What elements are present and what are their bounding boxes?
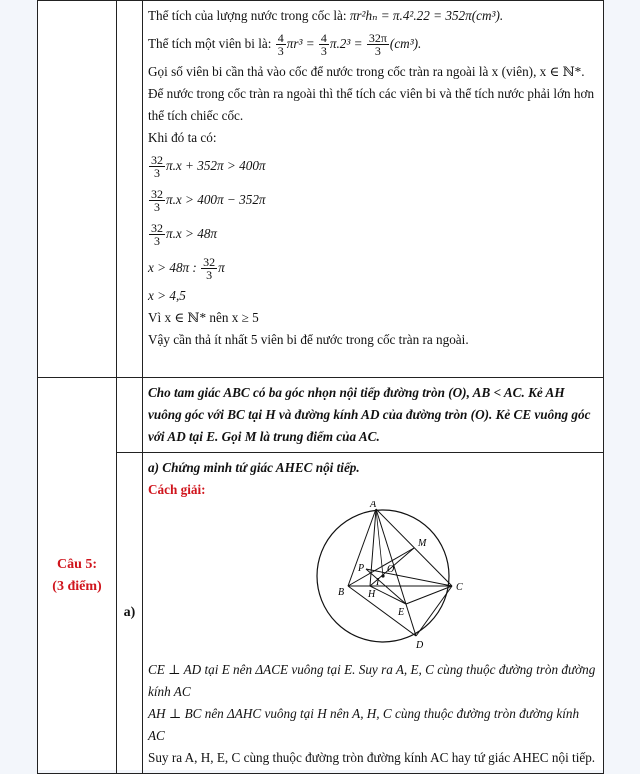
label-h: H bbox=[368, 589, 376, 600]
row-question-statement bbox=[38, 378, 604, 453]
cell-part-empty-2 bbox=[117, 378, 143, 453]
document-page bbox=[37, 0, 603, 770]
volume-water-text: Thể tích của lượng nước trong cốc là: bbox=[148, 8, 350, 23]
cell-question-statement bbox=[143, 378, 604, 453]
label-o: O bbox=[387, 564, 395, 575]
volume-water-formula: πr²hₙ = π.4².22 = 352π(cm³). bbox=[349, 8, 504, 23]
question-points: (3 điểm) bbox=[52, 578, 102, 594]
inequality-3: $\frac{32}{3}$ π.x > 48π bbox=[151, 220, 218, 249]
label-d: D bbox=[416, 640, 424, 651]
inequality-2: $\frac{32}{3}$ π.x > 400π − 352π bbox=[151, 186, 266, 215]
label-m: M bbox=[418, 538, 427, 549]
label-i: I bbox=[376, 577, 380, 588]
label-b: B bbox=[338, 587, 345, 598]
cell-part-a-solution bbox=[143, 453, 604, 774]
volume-ball-text: Thể tích một viên bi là: bbox=[148, 36, 275, 51]
since-text: Vì x ∈ ℕ* nên x ≥ 5 bbox=[148, 310, 259, 325]
inequality-1: $\frac{32}{3}$ π.x + 352π > 400π bbox=[151, 152, 266, 181]
fraction-4-3-b: $\frac{4}{3}$ bbox=[320, 30, 327, 59]
then-text: Khi đó ta có: bbox=[148, 130, 217, 145]
condition-text: Để nước trong cốc tràn ra ngoài thì thể tích các viên bi và thể tích nước phải lớn hơn thể tích chiếc cốc. bbox=[148, 86, 595, 123]
label-e: E bbox=[398, 607, 405, 618]
figure-area bbox=[148, 501, 597, 659]
cell-solution-previous bbox=[143, 1, 604, 378]
row-part-a bbox=[38, 453, 604, 774]
proof-line-3: Suy ra A, H, E, C cùng thuộc đường tròn đường kính AC hay tứ giác AHEC nội tiếp. bbox=[148, 750, 596, 765]
row-previous-question bbox=[38, 1, 604, 378]
fraction-32pi-3: $\frac{32\pi}{3}$ bbox=[368, 30, 387, 59]
cell-question-label bbox=[38, 378, 117, 774]
proof-line-2: AH ⊥ BC nên ΔAHC vuông tại H nên A, H, C cùng thuộc đường tròn đường kính AC bbox=[148, 706, 580, 743]
let-variable-text: Gọi số viên bi cần thả vào cốc để nước trong cốc tràn ra ngoài là x (viên), x ∈ ℕ*. bbox=[148, 64, 585, 79]
label-a: A bbox=[370, 501, 377, 510]
label-c: C bbox=[456, 582, 463, 593]
inequality-5: x > 4,5 bbox=[148, 288, 186, 303]
question-statement: Cho tam giác ABC có ba góc nhọn nội tiếp đường tròn (O), AB < AC. Kẻ AH vuông góc với BC tại H và đường kính AD của đường tròn (O). Kẻ CE vuông góc với AD tại E. Gọi M là trung điểm của AC. bbox=[148, 385, 591, 444]
question-number: Câu 5: bbox=[56, 556, 98, 572]
proof-line-1: CE ⊥ AD tại E nên ΔACE vuông tại E. Suy ra A, E, C cùng thuộc đường tròn đường kính AC bbox=[148, 662, 596, 699]
label-p: P bbox=[358, 563, 365, 574]
solution-label: Cách giải: bbox=[148, 482, 206, 497]
conclusion-text: Vậy cần thả ít nhất 5 viên bi để nước trong cốc tràn ra ngoài. bbox=[148, 332, 469, 347]
cell-question-empty bbox=[38, 1, 117, 378]
volume-ball-formula-part2: π.2³ = bbox=[329, 36, 366, 51]
volume-ball-formula-part1: πr³ = bbox=[286, 36, 318, 51]
cell-part-empty bbox=[117, 1, 143, 378]
cell-part-a-label bbox=[117, 453, 143, 774]
solution-table bbox=[37, 0, 604, 774]
volume-water-line bbox=[148, 5, 597, 27]
part-a-label: a) bbox=[123, 605, 136, 620]
geometry-figure bbox=[282, 501, 482, 659]
volume-ball-unit: (cm³). bbox=[389, 36, 422, 51]
fraction-4-3-a: $\frac{4}{3}$ bbox=[277, 30, 284, 59]
volume-ball-line bbox=[148, 27, 597, 61]
part-a-task: a) Chứng minh tứ giác AHEC nội tiếp. bbox=[148, 460, 360, 475]
inequality-4: x > 48π : $\frac{32}{3}$ π bbox=[148, 254, 225, 283]
